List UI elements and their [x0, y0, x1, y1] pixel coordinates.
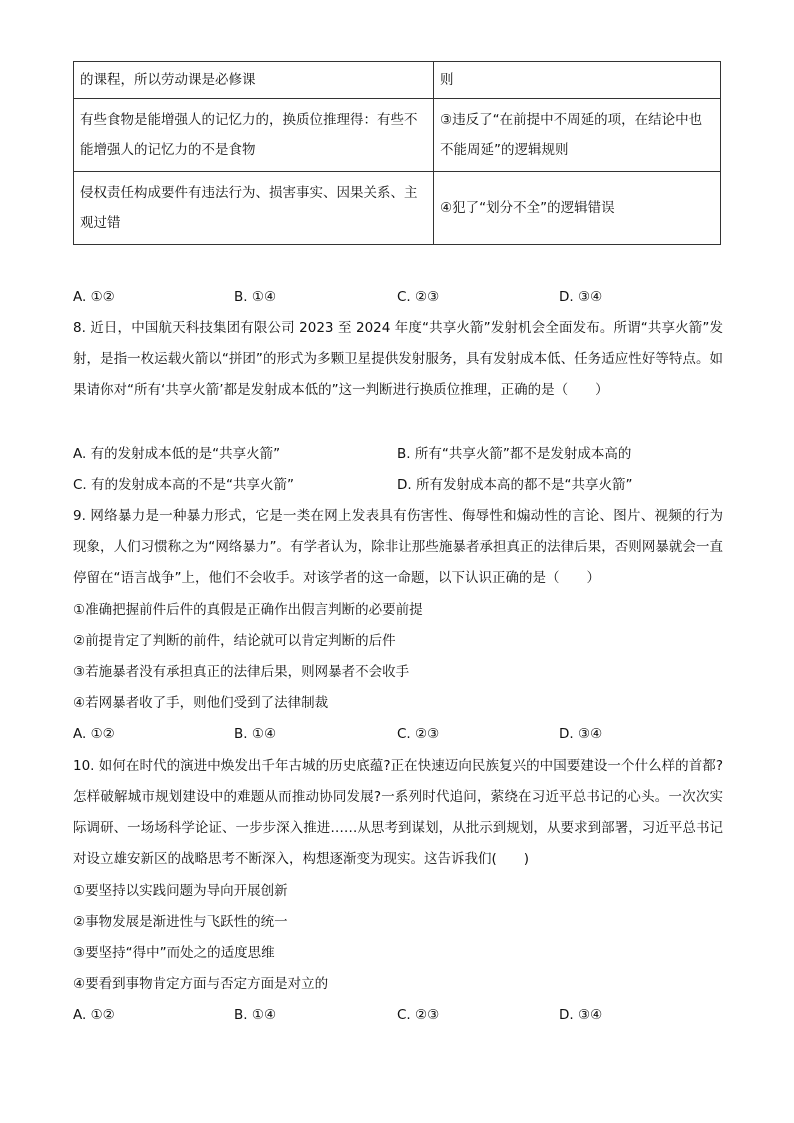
q10-item-4: ④要看到事物肯定方面与否定方面是对立的: [73, 976, 329, 992]
table-cell: 的课程，所以劳动课是必修课: [74, 62, 434, 99]
option-b[interactable]: B. ①④: [234, 726, 277, 742]
q9-item-4: ④若网暴者收了手，则他们受到了法律制裁: [73, 695, 329, 711]
option-a[interactable]: A. ①②: [73, 1007, 115, 1023]
table-cell: ③违反了“在前提中不周延的项，在结论中也不能周延”的逻辑规则: [434, 99, 721, 172]
q10-stem: 10. 如何在时代的演进中焕发出千年古城的历史底蕴?正在快速迈向民族复兴的中国要建设一个什么样的首都?怎样破解城市规划建设中的难题从而推动协同发展?一系列时代追问，萦绕在习近平总书记的心头。一次次实际调研、一场场科学论证、一步步深入推进……从思考到谋划，从批示到规划，从要求到部署，习近平总书记对设立雄安新区的战略思考不断深入，构想逐渐变为现实。这告诉我们( ): [73, 758, 723, 867]
table-cell: 侵权责任构成要件有违法行为、损害事实、因果关系、主观过错: [74, 172, 434, 245]
table-row: [74, 172, 721, 245]
option-c[interactable]: C. ②③: [397, 289, 440, 305]
option-d[interactable]: D. ③④: [559, 1007, 603, 1023]
q8-stem: 8. 近日，中国航天科技集团有限公司 2023 至 2024 年度“共享火箭”发射机会全面发布。所谓“共享火箭”发射，是指一枚运载火箭以“拼团”的形式为多颗卫星提供发射服务，具有发射成本低、任务适应性好等特点。如果请你对“所有‘共享火箭’都是发射成本低的”这一判断进行换质位推理，正确的是（ ）: [73, 320, 723, 398]
table-row: [74, 99, 721, 172]
q9-item-1: ①准确把握前件后件的真假是正确作出假言判断的必要前提: [73, 602, 423, 618]
option-a[interactable]: A. ①②: [73, 726, 115, 742]
q10-item-3: ③要坚持“得中”而处之的适度思维: [73, 945, 275, 961]
q9-item-2: ②前提肯定了判断的前件，结论就可以肯定判断的后件: [73, 633, 396, 649]
table-cell: ④犯了“划分不全”的逻辑错误: [434, 172, 721, 245]
q8-options-row-2: [73, 475, 723, 495]
option-c[interactable]: C. ②③: [397, 726, 440, 742]
q10-options: [73, 1005, 723, 1025]
table-cell: 有些食物是能增强人的记忆力的，换质位推理得：有些不能增强人的记忆力的不是食物: [74, 99, 434, 172]
q10-item-2: ②事物发展是渐进性与飞跃性的统一: [73, 914, 288, 930]
logic-table: [73, 61, 721, 245]
q10-item-1: ①要坚持以实践问题为导向开展创新: [73, 883, 288, 899]
option-a[interactable]: A. ①②: [73, 289, 115, 305]
q9-options: [73, 724, 723, 744]
table-cell: 则: [434, 62, 721, 99]
option-a[interactable]: A. 有的发射成本低的是“共享火箭”: [73, 446, 281, 462]
q7-options: [73, 287, 723, 307]
option-c[interactable]: C. ②③: [397, 1007, 440, 1023]
option-d[interactable]: D. ③④: [559, 289, 603, 305]
q9-stem: 9. 网络暴力是一种暴力形式，它是一类在网上发表具有伤害性、侮辱性和煽动性的言论、图片、视频的行为现象，人们习惯称之为“网络暴力”。有学者认为，除非让那些施暴者承担真正的法律后果，否则网暴就会一直停留在“语言战争”上，他们不会收手。对该学者的这一命题，以下认识正确的是（ ）: [73, 508, 723, 586]
table-row: [74, 62, 721, 99]
option-b[interactable]: B. 所有“共享火箭”都不是发射成本高的: [397, 446, 632, 462]
option-d[interactable]: D. ③④: [559, 726, 603, 742]
q9-item-3: ③若施暴者没有承担真正的法律后果，则网暴者不会收手: [73, 664, 410, 680]
option-c[interactable]: C. 有的发射成本高的不是“共享火箭”: [73, 477, 294, 493]
option-b[interactable]: B. ①④: [234, 289, 277, 305]
q8-options-row-1: [73, 444, 723, 464]
option-d[interactable]: D. 所有发射成本高的都不是“共享火箭”: [397, 477, 633, 493]
option-b[interactable]: B. ①④: [234, 1007, 277, 1023]
